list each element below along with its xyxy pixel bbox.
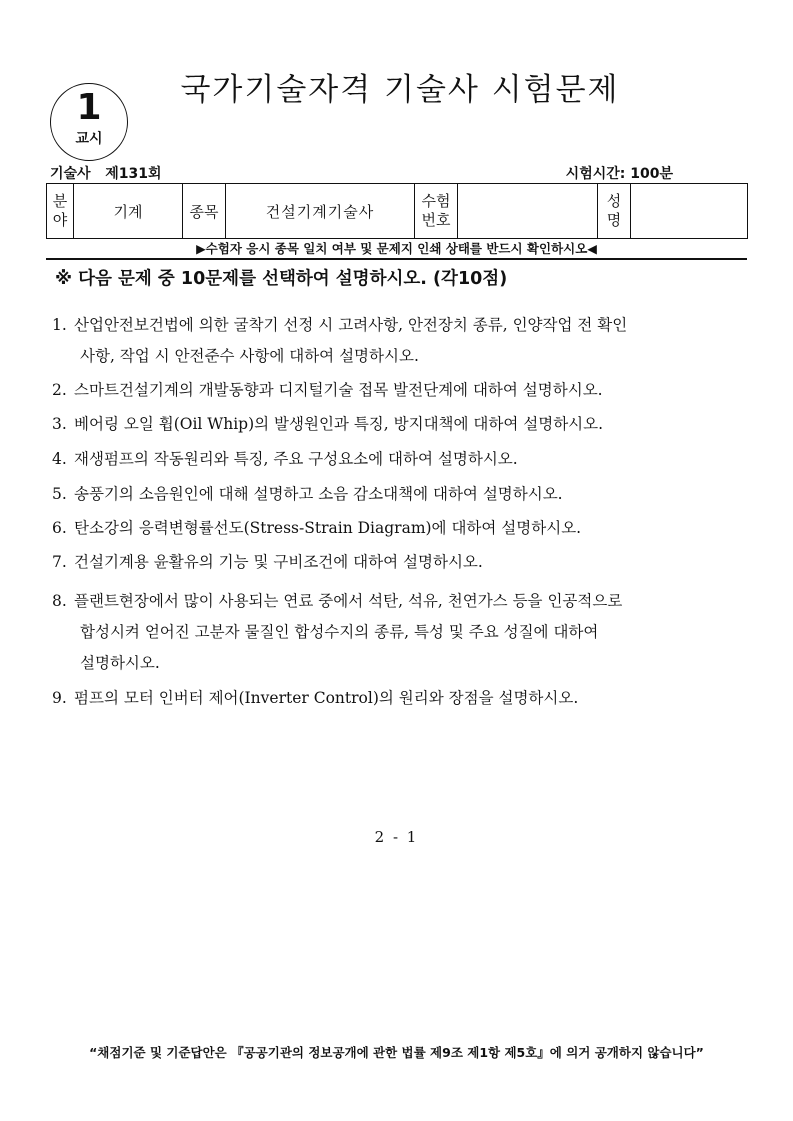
question-item <box>52 586 747 679</box>
question-item <box>52 683 747 714</box>
question-text: 산업안전보건법에 의한 굴착기 선정 시 고려사항, 안전장치 종류, 인양작업 전 확인 <box>74 316 628 334</box>
question-text: 사항, 작업 시 안전준수 사항에 대하여 설명하시오. <box>80 347 419 365</box>
question-line <box>52 409 747 440</box>
page-title: 국가기술자격 기술사 시험문제 <box>180 72 620 108</box>
exam-number-field[interactable] <box>458 184 598 239</box>
question-line <box>52 586 747 617</box>
exam-type: 기술사 <box>50 166 91 182</box>
footer-disclaimer: “채점기준 및 기준답안은 『공공기관의 정보공개에 관한 법률 제9조 제1항 제5호』에 의거 공개하지 않습니다” <box>89 1045 704 1060</box>
question-line <box>52 341 747 372</box>
question-text: 스마트건설기계의 개발동향과 디지털기술 접목 발전단계에 대하여 설명하시오. <box>74 381 603 399</box>
question-text: 합성시켜 얻어진 고분자 물질인 합성수지의 종류, 특성 및 주요 성질에 대하여 <box>80 623 599 641</box>
field-value: 기계 <box>74 184 183 239</box>
question-text: 건설기계용 윤활유의 기능 및 구비조건에 대하여 설명하시오. <box>74 553 483 571</box>
question-text: 펌프의 모터 인버터 제어(Inverter Control)의 원리와 장점을 설명하시오. <box>74 689 579 707</box>
question-item <box>52 409 747 440</box>
question-line <box>52 479 747 510</box>
question-number: 4. <box>52 450 67 468</box>
question-item <box>52 375 747 406</box>
question-number: 9. <box>52 689 67 707</box>
exam-number-label: 수험 번호 <box>415 184 458 239</box>
category-label: 종목 <box>183 184 226 239</box>
question-line <box>52 683 747 714</box>
question-text: 송풍기의 소음원인에 대해 설명하고 소음 감소대책에 대하여 설명하시오. <box>74 485 563 503</box>
exam-info-table <box>46 183 748 239</box>
session-label: 교시 <box>75 131 103 147</box>
question-number: 2. <box>52 381 67 399</box>
question-text: 재생펌프의 작동원리와 특징, 주요 구성요소에 대하여 설명하시오. <box>74 450 518 468</box>
question-line <box>52 444 747 475</box>
question-text: 탄소강의 응력변형률선도(Stress-Strain Diagram)에 대하여 설명하시오. <box>74 519 582 537</box>
question-item <box>52 513 747 544</box>
question-number: 8. <box>52 592 67 610</box>
question-line <box>52 648 747 679</box>
question-number: 3. <box>52 415 67 433</box>
question-item <box>52 479 747 510</box>
question-number: 5. <box>52 485 67 503</box>
name-label: 성 명 <box>598 184 631 239</box>
question-text: 플랜트현장에서 많이 사용되는 연료 중에서 석탄, 석유, 천연가스 등을 인공적으로 <box>74 592 623 610</box>
name-field[interactable] <box>631 184 748 239</box>
question-line <box>52 310 747 341</box>
question-line <box>52 375 747 406</box>
instruction-text: ※ 다음 문제 중 10문제를 선택하여 설명하시오. (각10점) <box>55 269 508 289</box>
question-text: 설명하시오. <box>80 654 160 672</box>
session-number: 1 <box>76 87 102 128</box>
category-value: 건설기계기술사 <box>226 184 415 239</box>
divider <box>46 258 747 260</box>
question-item <box>52 444 747 475</box>
question-line <box>52 513 747 544</box>
question-number: 1. <box>52 316 67 334</box>
exam-time: 시험시간: 100분 <box>565 166 673 182</box>
notice-text: ▶수험자 응시 종목 일치 여부 및 문제지 인쇄 상태를 반드시 확인하시오◀ <box>196 241 597 256</box>
session-badge <box>50 83 128 161</box>
question-number: 6. <box>52 519 67 537</box>
question-item <box>52 310 747 372</box>
question-number: 7. <box>52 553 67 571</box>
question-text: 베어링 오일 휩(Oil Whip)의 발생원인과 특징, 방지대책에 대하여 설명하시오. <box>74 415 604 433</box>
field-label: 분 야 <box>47 184 74 239</box>
exam-round-number: 제131회 <box>105 166 162 182</box>
question-item <box>52 547 747 578</box>
question-line <box>52 547 747 578</box>
exam-round <box>50 165 161 183</box>
page-number: 2 - 1 <box>374 828 419 846</box>
question-line <box>52 617 747 648</box>
